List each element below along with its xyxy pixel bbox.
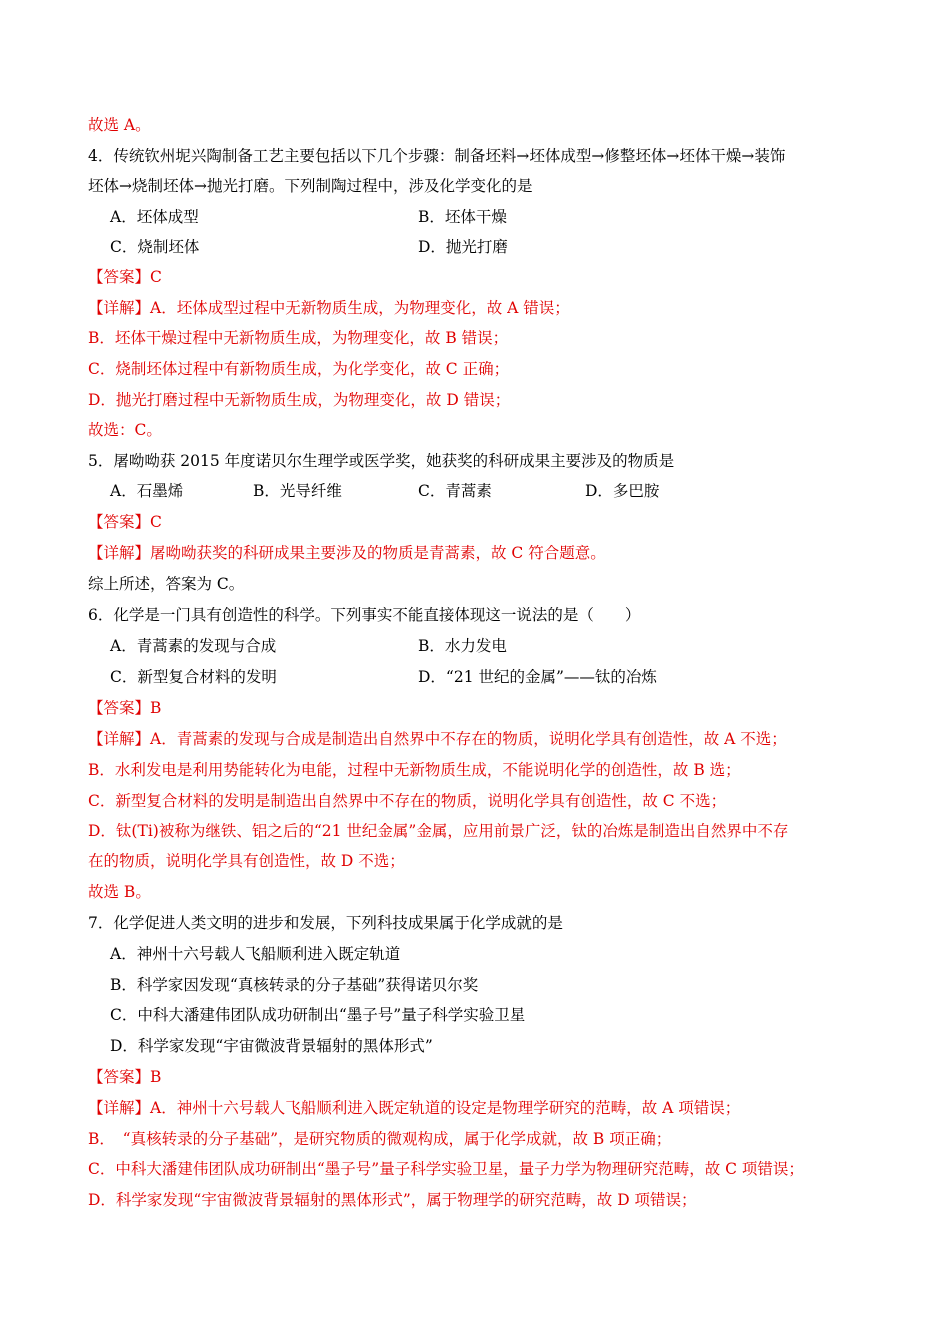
- q7-option-a: A．神州十六号载人飞船顺利进入既定轨道: [110, 945, 401, 963]
- q5-option-b: B．光导纤维: [253, 482, 342, 500]
- q6-detail-1: 【详解】A．青蒿素的发现与合成是制造出自然界中不存在的物质，说明化学具有创造性，故 A 不选；: [88, 730, 787, 748]
- q6-answer: 【答案】B: [88, 699, 162, 717]
- q5-detail-1: 【详解】屠呦呦获奖的科研成果主要涉及的物质是青蒿素，故 C 符合题意。: [88, 544, 606, 562]
- q6-option-c: C．新型复合材料的发明: [110, 668, 277, 686]
- q4-conclusion: 故选：C。: [88, 421, 162, 439]
- q4-option-c: C．烧制坯体: [110, 238, 200, 256]
- q7-detail-3: C．中科大潘建伟团队成功研制出“墨子号”量子科学实验卫星，量子力学为物理研究范畴，故 C 项错误；: [88, 1160, 804, 1178]
- q5-option-d: D．多巴胺: [585, 482, 660, 500]
- previous-conclusion: 故选 A。: [88, 116, 151, 134]
- q6-detail-3: C．新型复合材料的发明是制造出自然界中不存在的物质，说明化学具有创造性，故 C 不选；: [88, 792, 727, 810]
- q4-stem-line2: 坯体→烧制坯体→抛光打磨。下列制陶过程中，涉及化学变化的是: [88, 177, 533, 195]
- q4-detail-1: 【详解】A．坯体成型过程中无新物质生成，为物理变化，故 A 错误；: [88, 299, 570, 317]
- q7-stem: 7．化学促进人类文明的进步和发展，下列科技成果属于化学成就的是: [88, 914, 563, 932]
- q6-detail-4b: 在的物质，说明化学具有创造性，故 D 不选；: [88, 852, 405, 870]
- q6-option-d: D．“21 世纪的金属”——钛的冶炼: [418, 668, 657, 686]
- q7-detail-4: D．科学家发现“宇宙微波背景辐射的黑体形式”，属于物理学的研究范畴，故 D 项错误；: [88, 1191, 697, 1209]
- q7-option-b: B．科学家因发现“真核转录的分子基础”获得诺贝尔奖: [110, 976, 479, 994]
- q7-answer: 【答案】B: [88, 1068, 162, 1086]
- q5-conclusion: 综上所述，答案为 C。: [88, 575, 245, 593]
- q6-option-b: B．水力发电: [418, 637, 507, 655]
- q4-detail-3: C．烧制坯体过程中有新物质生成，为化学变化，故 C 正确；: [88, 360, 510, 378]
- q7-option-c: C．中科大潘建伟团队成功研制出“墨子号”量子科学实验卫星: [110, 1006, 526, 1024]
- q4-stem-line1: 4．传统钦州坭兴陶制备工艺主要包括以下几个步骤：制备坯料→坯体成型→修整坯体→坯体干燥→装饰: [88, 147, 786, 165]
- q6-detail-2: B．水利发电是利用势能转化为电能，过程中无新物质生成，不能说明化学的创造性，故 B 选；: [88, 761, 741, 779]
- q5-option-a: A．石墨烯: [110, 482, 184, 500]
- q4-detail-4: D．抛光打磨过程中无新物质生成，为物理变化，故 D 错误；: [88, 391, 511, 409]
- q5-option-c: C．青蒿素: [418, 482, 492, 500]
- q6-conclusion: 故选 B。: [88, 883, 151, 901]
- q4-option-a: A．坯体成型: [110, 208, 199, 226]
- q6-stem: 6．化学是一门具有创造性的科学。下列事实不能直接体现这一说法的是（ ）: [88, 606, 641, 624]
- q6-detail-4a: D．钛(Ti)被称为继铁、铝之后的“21 世纪金属”金属，应用前景广泛，钛的冶炼是制造出自然界中不存: [88, 822, 789, 840]
- q7-option-d: D．科学家发现“宇宙微波背景辐射的黑体形式”: [110, 1037, 433, 1055]
- q5-stem: 5．屠呦呦获 2015 年度诺贝尔生理学或医学奖，她获奖的科研成果主要涉及的物质是: [88, 452, 675, 470]
- q4-detail-2: B．坯体干燥过程中无新物质生成，为物理变化，故 B 错误；: [88, 329, 509, 347]
- q6-option-a: A．青蒿素的发现与合成: [110, 637, 277, 655]
- q4-answer: 【答案】C: [88, 268, 162, 286]
- q4-option-d: D．抛光打磨: [418, 238, 508, 256]
- q7-detail-1: 【详解】A．神州十六号载人飞船顺利进入既定轨道的设定是物理学研究的范畴，故 A 项错误；: [88, 1099, 741, 1117]
- q7-detail-2: B． “真核转录的分子基础”，是研究物质的微观构成，属于化学成就，故 B 项正确；: [88, 1130, 672, 1148]
- q4-option-b: B．坯体干燥: [418, 208, 507, 226]
- q5-answer: 【答案】C: [88, 513, 162, 531]
